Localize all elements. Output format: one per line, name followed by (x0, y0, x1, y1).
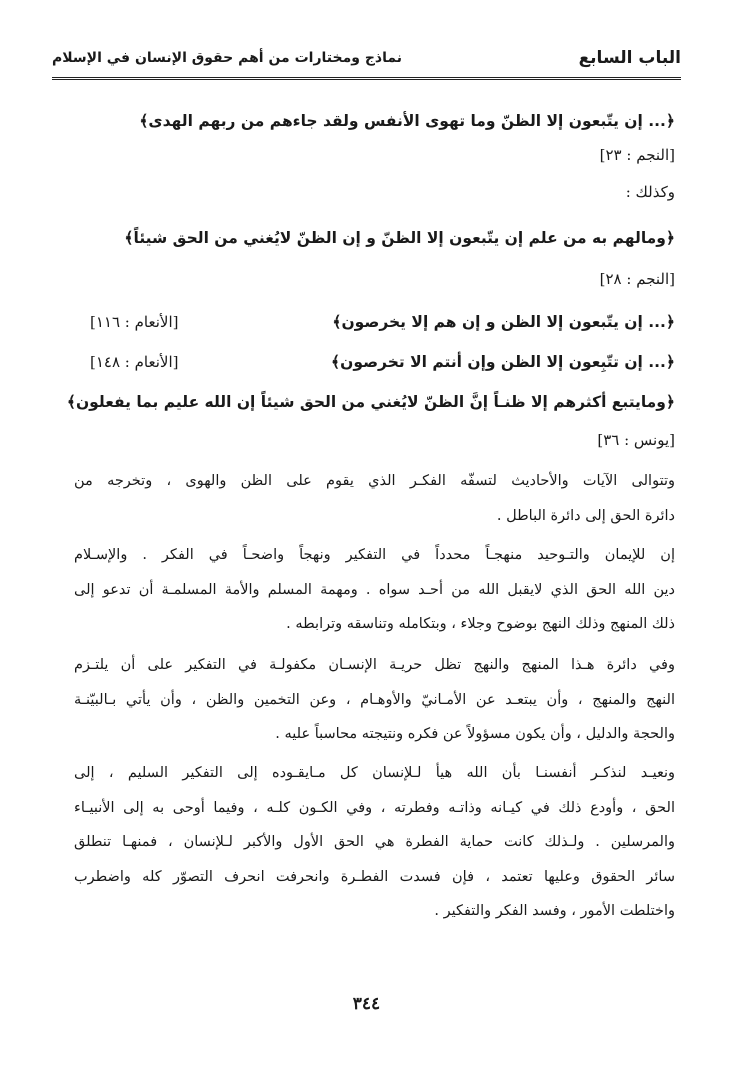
chapter-title: الباب السابع (578, 48, 681, 68)
paragraph-line: دين الله الحق الذي لايقبل الله من أحـد سواه . ومهمة المسلم والأمة المسلمـة أن تدعو إلى (74, 581, 675, 598)
verse-row-3 (90, 313, 675, 331)
verse-reference-1: [النجم : ٢٣] (599, 146, 675, 164)
verse-row-4 (90, 353, 675, 371)
paragraph-line: والمرسلين . ولـذلك كانت حماية الفطرة هي الحق الأول والأكبر لـلإنسان ، فمنهـا تنطلق (74, 834, 675, 850)
paragraph-line: ونعيـد لنذكـر أنفسنـا بأن الله هيأ لـلإنسان كل مـايقـوده إلى التفكير السليم ، إلى (74, 765, 675, 781)
paragraph-line: الحق ، وأودع ذلك في كيـانه وذاتـه وفطرته ، وفي الكـون كلـه ، وفيما أوحى به إلى الأنبيـاء (74, 799, 675, 816)
paragraph-line: إن للإيمان والتـوحيد منهجـاً محدداً في التفكير ونهجاً واضحـاً في الفكر . والإسـلام (74, 547, 675, 563)
paragraph-line: وتتوالى الآيات والأحاديث لتسفّه الفكـر الذي يقوم على الظن والهوى ، وتخرجه من (74, 473, 675, 489)
paragraph-1 (74, 464, 675, 533)
running-header (52, 44, 681, 72)
book-title: نماذج ومختارات من أهم حقوق الإنسان في الإسلام (52, 50, 403, 66)
paragraph-4 (74, 756, 675, 929)
verse-reference-5: [يونس : ٣٦] (597, 431, 675, 449)
header-rule (52, 77, 681, 80)
quran-verse-4: ﴿... إن تتّبِعون إلا الظن وإن أنتم الا تخرصون﴾ (331, 353, 675, 371)
paragraph-3 (74, 648, 675, 752)
paragraph-line: واختلطت الأمور ، وفسد الفكر والتفكير . (434, 903, 675, 919)
quran-verse-1: ﴿... إن يتّبعون إلا الظنّ وما تهوى الأنفس ولقد جاءهم من ربهم الهدى﴾ (139, 112, 675, 130)
paragraph-2 (74, 538, 675, 642)
page-number: ٣٤٤ (352, 994, 381, 1014)
paragraph-line: وفي دائرة هـذا المنهج والنهج تظل حريـة الإنسـان مكفولـة في التفكير على أن يلتـزم (74, 657, 675, 673)
quran-verse-2: ﴿ومالهم به من علم إن يتّبعون إلا الظنّ و إن الظنّ لايُغني من الحق شيئاً﴾ (124, 229, 675, 247)
paragraph-line: والحجة والدليل ، وأن يكون مسؤولاً عن فكره ونتيجته محاسباً عليه . (275, 726, 675, 742)
paragraph-line: دائرة الحق إلى دائرة الباطل . (496, 507, 675, 524)
paragraph-line: سائر الحقوق وعليها تعتمد ، فإن فسدت الفطـرة وانحرفت انحرف التصوّر كله واضطرب (74, 868, 675, 885)
verse-reference-4: [الأنعام : ١٤٨] (90, 353, 179, 371)
quran-verse-5: ﴿ومايتبع أكثرهم إلا ظنـاً إنَّ الظنّ لايُغني من الحق شيئاً إن الله عليم بما يفعلون﴾ (66, 393, 675, 411)
verse-reference-2: [النجم : ٢٨] (599, 270, 675, 288)
quran-verse-3: ﴿... إن يتّبعون إلا الظن و إن هم إلا يخرصون﴾ (332, 313, 675, 331)
verse-reference-3: [الأنعام : ١١٦] (90, 313, 179, 331)
connector-text: وكذلك : (625, 183, 675, 201)
paragraph-line: النهج والمنهج ، وأن يبتعـد عن الأمـانيّ والأوهـام ، وعن التخمين والظن ، وأن يأتي بـالبيّنـة (74, 691, 675, 708)
paragraph-line: ذلك المنهج وذلك النهج بوضوح وجلاء ، وبتكامله وتناسقه وترابطه . (286, 616, 675, 632)
